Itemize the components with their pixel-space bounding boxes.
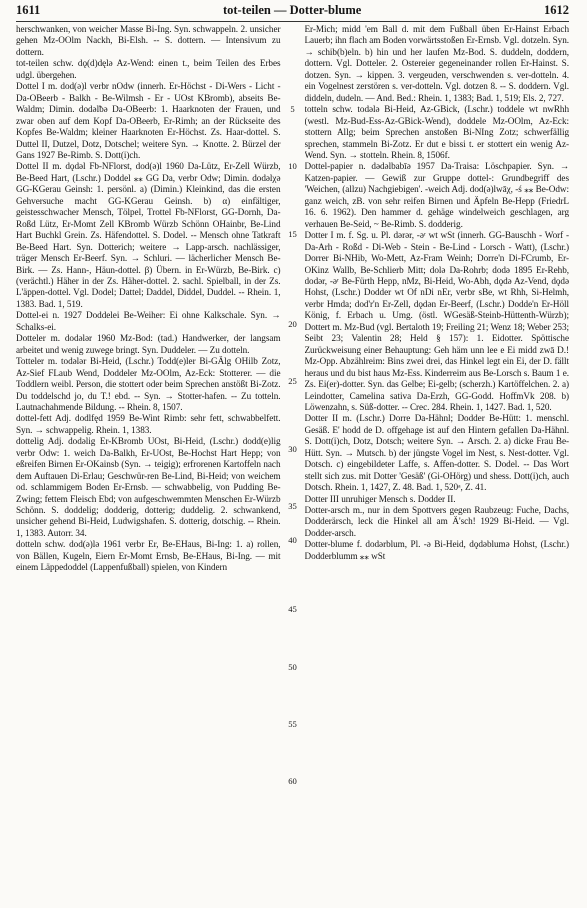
line-number: 55 [288, 719, 297, 729]
line-number: 20 [288, 319, 297, 329]
entry-text: Dottel I m. dod(ǝ)l verbr nOdw (innerh. Er-Höchst - Di-Wers - Licht - Da-OBeerb - Balkh - Be-Wilmsh - Er - UOst KBromb), abseits Be-Waldm; Dimin. dodǝlƀǝ Da-OBeerb: 1. Haarknoten der Frauen, und zwar oben auf dem Kopf Da-OBeerb, Er-Rimh; an der Rückseite des Kopfes Be-Waldm; kleiner Haarknoten Er-Höchst. Zs. Haar-dottel. S. Duttel II, Dutzel, Dotz, Dotschel; weitere Syn. → Knotte. 2. Bürzel der Gans 1927 Be-Rimb. S. Dott(i)ch. [16, 81, 281, 160]
line-number: 60 [288, 776, 297, 786]
entry-text: herschwanken, von weicher Masse Bi-Ing. Syn. schwappeln. 2. unsicher gehen Mz-OOlm Nackh, Bi-Elsh. -- S. dottern. — Intensivum zu dottern. [16, 24, 281, 57]
entry-text: Dotter II m. (Lschr.) Dorre Da-Hähnl; Dodder Be-Hütt: 1. menschl. Gesäß. E' hodd de D. offgehage ist auf den Hintern gefallen Da-Hähnl. S. Dott(i)ch, Dotz, Dotsch; weitere Syn. → Arsch. 2. a) dicke Frau Be-Hütt. Syn. → Mutsch. b) der jüngste Vogel im Nest, s. Nest-dotter. Vgl. Dotsch. c) eingebildeter Laffe, s. Affen-dotter. S. Dodel. -- Das Wort stellt sich zus. mit Dotter 'Gesäß' (Gi-OHörg) und shess. Dott(i)ch, auch Dotsch. Rhein. 1, 1427, Z. 48. Bad. 1, 520ᵃ, Z. 41. [304, 413, 569, 493]
entry-text: Dottel II m. dǫdǝl Fb-NFlorst, dod(ǝ)l 1960 Da-Lütz, Er-Zell Würzb, Be-Beed Hart, (Lschr.) Doddel ⁎⁎ GG Da, verbr Odw; Dimin. dodǝlχǝ GG-KGerau Geinsh: 1. persönl. a) (Dimin.) Kleinkind, das die ersten Gehversuche macht GG-KGerau Geinsh. b) α) einfältiger, geistesschwacher Mensch, Tölpel, Trottel Fb-NFlorst, GG-Dornh, Da-Roßd Lütz, Er-Momt Zell KBromb Würzb Schönn OHainbr, Be-Lind Hart Buchkl Grein. Zs. Häfendottel. S. Dodel. -- Mensch ohne Tatkraft Be-Beed Hart. Syn. Dotterich; weitere → Lapp-arsch. nachlässiger, träger Mensch Er-Beerf. Syn. → Schluri. — lächerlicher Mensch Be-Birk. — Zs. Hann-, Häun-dottel. β) Übern. in Er-Würzb, Be-Birk. c) (verächtl.) Häher in der Zs. Häher-dottel. 2. sachl. Spielball, in der Zs. L'äppen-dottel. Vgl. Dodel; Dattel; Daddel, Diddel, Duddel. -- Rhein. 1, 1383. Bad. 1, 519. [16, 161, 281, 309]
right-column [305, 24, 570, 902]
page-number-right: 1612 [543, 3, 569, 17]
line-number: 25 [288, 376, 297, 386]
entry-text: Dotter I m. f. Sg. u. Pl. dǝrǝr, -ǝʳ wt wSt (innerh. GG-Bauschh - Worf - Da-Arh - Roßd - Di-Web - Stein - Be-Lind - Lorsch - Watt), (Lschr.) Dorrer Bi-NHib, Wo-Mett, Az-Fram Weinh; Dorre'n Di-FCrumb, Er-OKinz Wallb, Be-Schlierb Mitt; dolǝ Da-Rohrb; dodǝ 1895 Er-Rehb, dodǝr, -ǝʳ Be-Fürth Hepp, nMz, Bi-Heid, Wo-Abh, dǫdǝ Az-Vend, dǫdǝ Hohst, (Lschr.) Dodder wt Of nDi nEr, verbr sBe, wt Rhh, Si-Helmh, verbr Hmda; dod'r'n Er-Zell, dǫdǝn Er-Beerf, (Lschr.) Dodde'n Er-Höll König, f. Erbach u. Umg. (östl. WGesäß-Steinb-Hüttenth-Würzb); Dottert m. Mz-Bud (vgl. Bertaloth 19; Freiling 21; Wenz 18; Weber 253; Seibt 23; Valentin 28; Held § 157): 1. Eidotter. Spöttische Zurückweisung einer Behauptung: Geh häm unn lee e Ei midd zwā D.! Mz-Opp. Abzählreim: Bins zwei drei, das Hinkel legt ein Ei, der D. fällt heraus und du bist haus Mz-Ess. Kinderreim aus Be-Lorsch s. Baum 1 e. Zs. Ei(er)-dotter. Syn. das Gelbe; Ei-gelb; (scherzh.) Kartöffelchen. 2. a) Leindotter, Camelina sativa Da-Erzh, GG-Godd. HoffmVk 208. b) Löwenzahn, s. Süß-dotter. -- Crec. 284. Rhein. 1, 1427. Bad. 1, 520. [304, 230, 569, 412]
line-number: 35 [288, 501, 297, 511]
line-number: 5 [290, 104, 295, 114]
entry-text: dottelig Adj. dodǝlig Er-KBromb UOst, Bi-Heid, (Lschr.) dodd(e)lig verbr Odw: 1. weich Da-Balkh, Er-UOst, Be-Hochst Hart Hepp; von eßreifen Birnen Er-OKainsb (Syn. → teigig); erfrorenen Kartoffeln nach dem Auftauen Di-Erlau; Geschwür-ren Be-Lind, Bi-Heid; von weichem od. schlammigem Boden Er-Ernsb. — schwabbelig, von Pudding Be-Zwing; fettem Fleisch Ebd; von aufgeschwemmten Menschen Er-Würzb Schönn. S. doddelig; dodderig, dotterig; duddelig. 2. schwankend, unsicher gehend Bi-Heid, Ludwigshafen. S. dotterig, dotschig. -- Rhein. 1, 1383. Autorr. 34. [16, 436, 281, 538]
entry-text: Totteler m. todǝlǝr Bi-Heid, (Lschr.) Todd(e)ler Bi-GÄlg OHilb Zotz, Az-Sief FLaub Wend, Doddeler Mz-OOlm, Az-Eck: Stotterer. — die Toddlern weibl. Person, die stottert oder beim Sprechen anstößt Bi-Zotz. Du toddelschd jo, du T.! ebd. -- Syn. → Stotter-hafen. -- Zu totteln. Lautnachahmende Bildung. -- Rhein. 8, 1507. [16, 356, 281, 412]
line-number-gutter [281, 24, 305, 902]
line-number: 15 [288, 229, 297, 239]
line-number: 45 [288, 604, 297, 614]
left-column [16, 24, 281, 902]
entry-text: Dotteler m. dodǝlǝr 1960 Mz-Bod: (tad.) Handwerker, der langsam arbeitet und wenig zuwege bringt. Syn. Duddeler. — Zu dotteln. [16, 333, 281, 355]
page-header [16, 3, 569, 21]
running-head: tot-teilen — Dotter-blume [222, 3, 362, 17]
entry-text: tot-teilen schw. dǫ(d)dęlǝ Az-Wend: einen t., beim Teilen des Erbes udgl. übergehen. [16, 58, 281, 80]
text-columns [16, 24, 569, 902]
entry-text: Dotter-arsch m., nur in dem Spottvers gegen Raubzeug: Fuche, Dachs, Dodderärsch, leck die Hinkel all am Ä'sch! 1929 Bi-Heid. — Vgl. Dodder-arsch. [304, 505, 569, 538]
entry-text: totteln schw. todǝlǝ Bi-Heid, Az-GBick, (Lschr.) toddele wt nwRhh (westl. Mz-Bud-Ess-Az-GBick-Wend), doddele Mz-OOlm, Az-Eck: stottern Allg; beim Sprechen anstoßen Bi-NIng Zotz; schwerfällig sprechen, stammeln Bi-Zotz. Er dut e bissi t. er stottert ein wenig Az-Wend. Syn. → stotteln. Rhein. 8, 1506f. [304, 104, 569, 160]
line-number: 10 [288, 161, 297, 171]
entry-text: Dotter III unruhiger Mensch s. Dodder II. [304, 493, 456, 504]
entry-text: dottel-fett Adj. dodlfęd 1959 Be-Wint Rimb: sehr fett, schwabbelfett. Syn. → schwappelig. Rhein. 1, 1383. [16, 413, 281, 435]
entry-text: Dottel-ei n. 1927 Doddelei Be-Weiher: Ei ohne Kalkschale. Syn. → Schalks-ei. [16, 310, 281, 332]
entry-text: Dotter-blume f. dodǝrblum, Pl. -ǝ Bi-Heid, dǫdǝblumǝ Hohst, (Lschr.) Dodderblumm ⁎⁎ wSt [304, 539, 569, 561]
entry-text: dotteln schw. dod(ǝ)lǝ 1961 verbr Er, Be-EHaus, Bi-Ing: 1. a) rollen, von Bällen, Kugeln, Eiern Er-Momt Ernsb, Be-EHaus, Bi-Ing. — mit einem Läppedoddel (Lappenfußball) spielen, von Kindern [16, 539, 281, 573]
entry-text: Er-Mich; midd 'em Ball d. mit dem Fußball üben Er-Hainst Erbach Lauerb; ihn flach am Boden vorwärtsstoßen Er-Ernsb. Vgl. dotzeln. Syn. → schib(b)eln. b) hin und her laufen Mz-Bod. S. duddeln, doddern, dottern. Vgl. Dotteler. 2. Ostereier gegeneinander rollen Er-Hainst. S. dotzen. Syn. → kippen. 3. vergeuden, verschwenden s. ver-dotteln. 4. ein Vogelnest zerstören s. ver-dotteln. Vgl. dotzen 8. -- S. doddern. Vgl. diddeln, dudeln. — And. Bed.: Rhein. 1, 1383; Bad. 1, 519; Els. 2, 727. [304, 24, 569, 103]
line-number: 50 [288, 662, 297, 672]
header-rule [16, 21, 569, 22]
line-number: 40 [288, 535, 297, 545]
entry-text: Dottel-papier n. dǝdǝlbabīǝ 1957 Da-Traisa: Löschpapier. Syn. → Katzen-papier. — Gewiß zur Gruppe dottel-: Grundbegriff des 'Weichen, (allzu) Nachgiebigen'. -weich Adj. dod(ǝ)lwāχ, -ś ⁎⁎ Be-Odw: ganz weich, zB. von sehr reifen Birnen und Äpfeln Be-Hepp (FriedrL 16. 6. 1962). Den hammer d. gehäge windelweich geschlagen, arg verhauen Be-Seid, ~ Be-Rimb. S. dodderig. [304, 161, 569, 229]
page-number-left: 1611 [16, 3, 41, 17]
line-number: 30 [288, 444, 297, 454]
